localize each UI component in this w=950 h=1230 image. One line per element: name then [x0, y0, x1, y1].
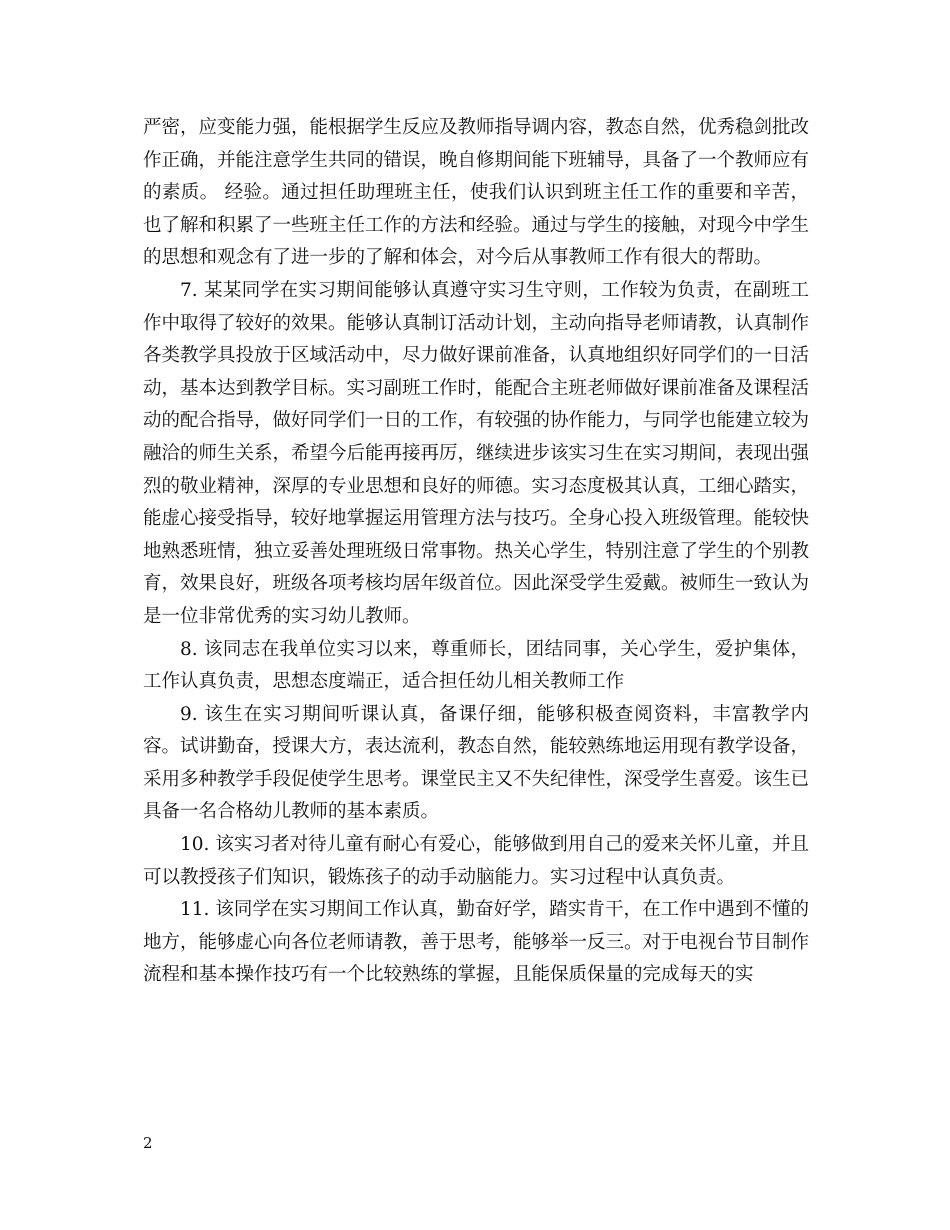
paragraph-item-11: 11. 该同学在实习期间工作认真，勤奋好学，踏实肯干，在工作中遇到不懂的地方，能够虚心向各位老师请教，善于思考，能够举一反三。对于电视台节目制作流程和基本操作技巧有一个比较熟练的掌握，且能保质保量的完成每天的实 — [143, 899, 810, 986]
paragraph-item-7: 7. 某某同学在实习期间能够认真遵守实习生守则，工作较为负责，在副班工作中取得了较好的效果。能够认真制订活动计划，主动向指导老师请教，认真制作各类教学具投放于区域活动中，尽力做好课前准备，认真地组织好同学们的一日活动，基本达到教学目标。实习副班工作时，能配合主班老师做好课前准备及课程活动的配合指导，做好同学们一日的工作，有较强的协作能力，与同学也能建立较为融洽的师生关系，希望今后能再接再厉，继续进步该实习生在实习期间，表现出强烈的敬业精神，深厚的专业思想和良好的师德。实习态度极其认真，工细心踏实，能虚心接受指导，较好地掌握运用管理方法与技巧。全身心投入班级管理。能较快地熟悉班情，独立妥善处理班级日常事物。热关心学生，特别注意了学生的个别教育，效果良好，班级各项考核均居年级首位。因此深受学生爱戴。被师生一致认为是一位非常优秀的实习幼儿教师。 — [143, 279, 810, 627]
paragraph-item-9: 9. 该生在实习期间听课认真，备课仔细，能够积极查阅资料，丰富教学内容。试讲勤奋，授课大方，表达流利，教态自然，能较熟练地运用现有教学设备，采用多种教学手段促使学生思考。课堂民主又不失纪律性，深受学生喜爱。该生已具备一名合格幼儿教师的基本素质。 — [143, 703, 810, 823]
document-body — [143, 112, 809, 992]
paragraph-item-10: 10. 该实习者对待儿童有耐心有爱心，能够做到用自己的爱来关怀儿童，并且可以教授孩子们知识，锻炼孩子的动手动脑能力。实习过程中认真负责。 — [143, 834, 809, 888]
page-number: 2 — [143, 1134, 153, 1152]
paragraph-item-8: 8. 该同志在我单位实习以来，尊重师长，团结同事，关心学生，爱护集体，工作认真负责，思想态度端正，适合担任幼儿相关教师工作 — [143, 638, 809, 693]
paragraph-continuation: 严密，应变能力强，能根据学生反应及教师指导调内容，教态自然，优秀稳剑批改作正确，并能注意学生共同的错误，晚自修期间能下班辅导，具备了一个教师应有的素质。 经验。通过担任助理班主任，使我们认识到班主任工作的重要和辛苦，也了解和积累了一些班主任工作的方法和经验。通过与学生的接触，对现今中学生的思想和观念有了进一步的了解和体会，对今后从事教师工作有很大的帮助。 — [143, 117, 810, 269]
